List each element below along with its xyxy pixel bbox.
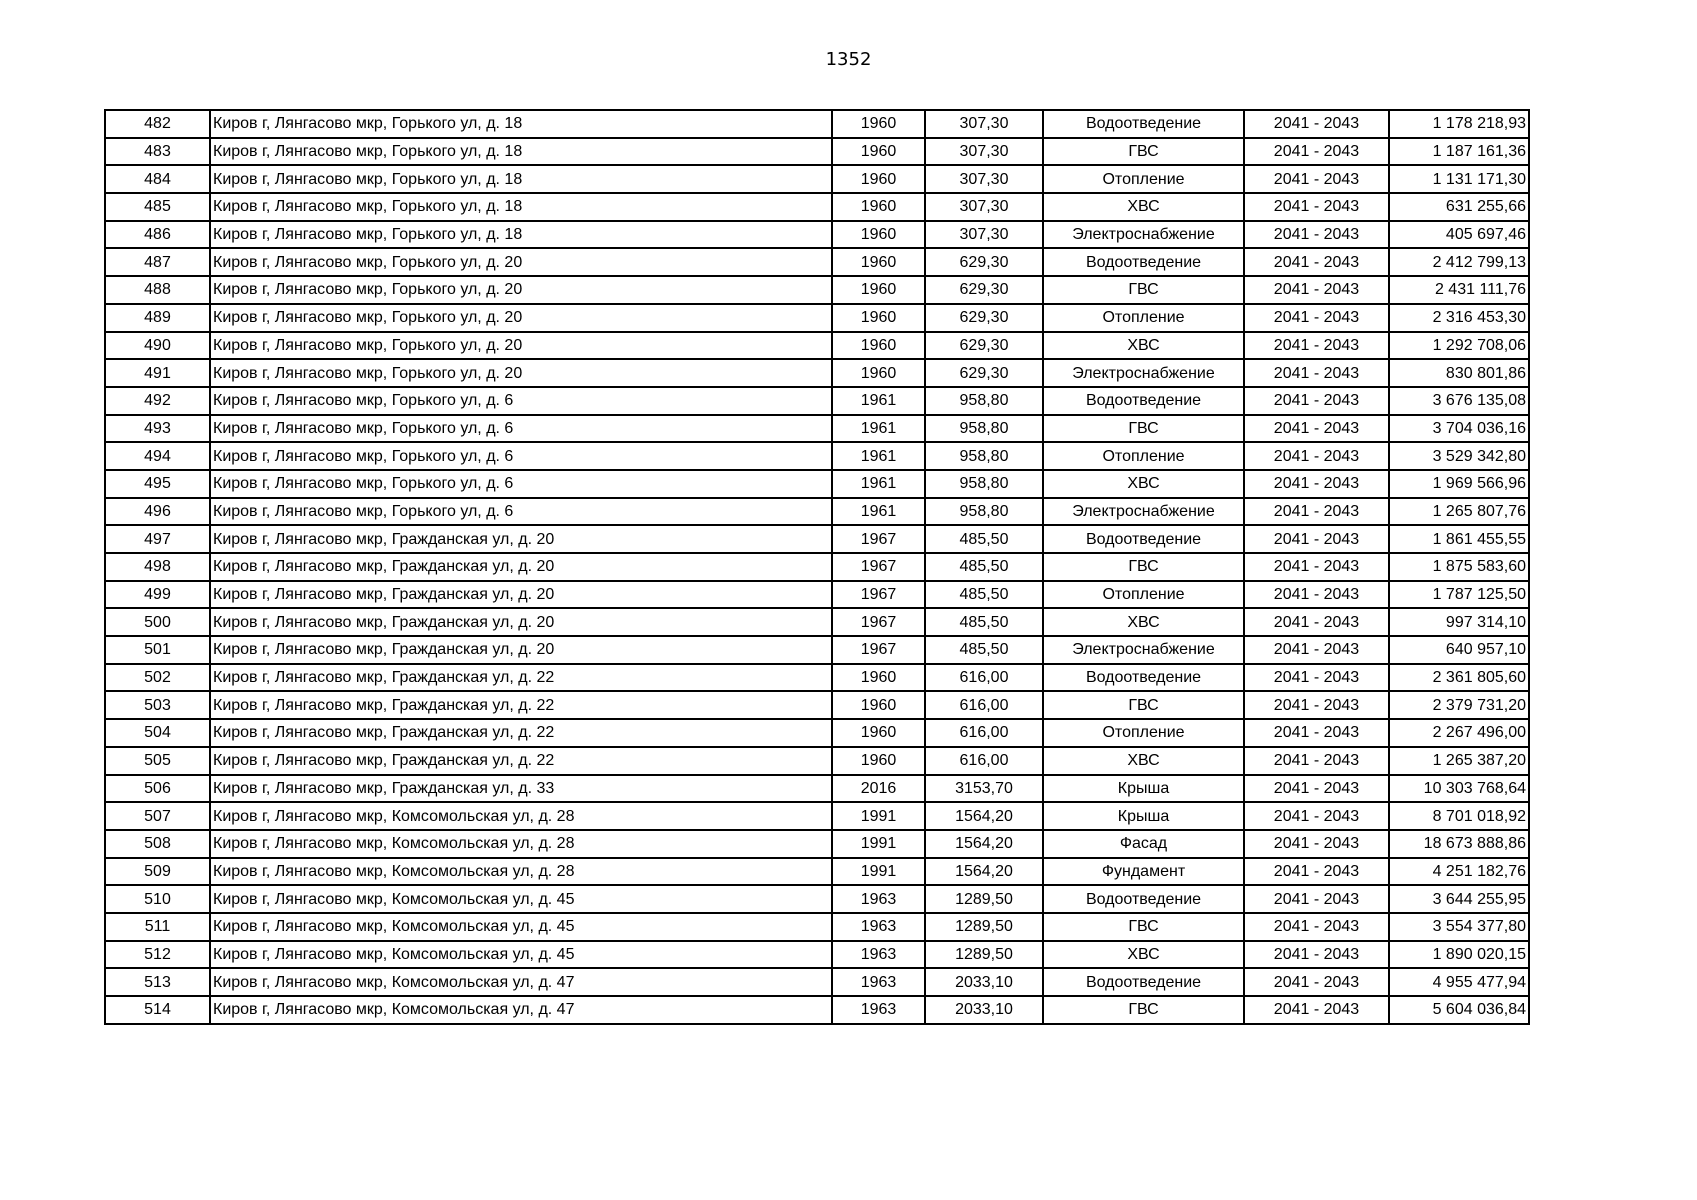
address-cell: Киров г, Лянгасово мкр, Горького ул, д. 6 bbox=[210, 387, 832, 415]
area-cell: 958,80 bbox=[925, 442, 1043, 470]
year-cell: 1963 bbox=[832, 885, 925, 913]
work-type-cell: Водоотведение bbox=[1043, 525, 1244, 553]
table-row bbox=[105, 221, 1529, 249]
area-cell: 307,30 bbox=[925, 193, 1043, 221]
work-type-cell: Электроснабжение bbox=[1043, 359, 1244, 387]
address-cell: Киров г, Лянгасово мкр, Комсомольская ул, д. 47 bbox=[210, 968, 832, 996]
cost-cell: 1 131 171,30 bbox=[1389, 165, 1529, 193]
address-cell: Киров г, Лянгасово мкр, Горького ул, д. 6 bbox=[210, 415, 832, 443]
year-cell: 1961 bbox=[832, 498, 925, 526]
cost-cell: 3 676 135,08 bbox=[1389, 387, 1529, 415]
work-type-cell: Отопление bbox=[1043, 581, 1244, 609]
area-cell: 1289,50 bbox=[925, 913, 1043, 941]
row-number-cell: 497 bbox=[105, 525, 210, 553]
area-cell: 307,30 bbox=[925, 165, 1043, 193]
period-cell: 2041 - 2043 bbox=[1244, 387, 1389, 415]
work-type-cell: Водоотведение bbox=[1043, 968, 1244, 996]
work-type-cell: Электроснабжение bbox=[1043, 498, 1244, 526]
address-cell: Киров г, Лянгасово мкр, Гражданская ул, д. 22 bbox=[210, 747, 832, 775]
row-number-cell: 495 bbox=[105, 470, 210, 498]
address-cell: Киров г, Лянгасово мкр, Комсомольская ул, д. 28 bbox=[210, 858, 832, 886]
address-cell: Киров г, Лянгасово мкр, Комсомольская ул, д. 45 bbox=[210, 885, 832, 913]
table-row bbox=[105, 608, 1529, 636]
area-cell: 2033,10 bbox=[925, 968, 1043, 996]
year-cell: 1967 bbox=[832, 525, 925, 553]
cost-cell: 8 701 018,92 bbox=[1389, 802, 1529, 830]
period-cell: 2041 - 2043 bbox=[1244, 470, 1389, 498]
table-row bbox=[105, 941, 1529, 969]
area-cell: 629,30 bbox=[925, 276, 1043, 304]
area-cell: 485,50 bbox=[925, 525, 1043, 553]
table-row bbox=[105, 498, 1529, 526]
year-cell: 1960 bbox=[832, 138, 925, 166]
period-cell: 2041 - 2043 bbox=[1244, 581, 1389, 609]
period-cell: 2041 - 2043 bbox=[1244, 691, 1389, 719]
address-cell: Киров г, Лянгасово мкр, Комсомольская ул, д. 28 bbox=[210, 802, 832, 830]
table-row bbox=[105, 165, 1529, 193]
cost-cell: 4 955 477,94 bbox=[1389, 968, 1529, 996]
table-row bbox=[105, 138, 1529, 166]
row-number-cell: 506 bbox=[105, 775, 210, 803]
address-cell: Киров г, Лянгасово мкр, Комсомольская ул, д. 45 bbox=[210, 913, 832, 941]
row-number-cell: 503 bbox=[105, 691, 210, 719]
work-type-cell: Электроснабжение bbox=[1043, 636, 1244, 664]
area-cell: 307,30 bbox=[925, 221, 1043, 249]
work-type-cell: Отопление bbox=[1043, 165, 1244, 193]
row-number-cell: 499 bbox=[105, 581, 210, 609]
period-cell: 2041 - 2043 bbox=[1244, 802, 1389, 830]
table-row bbox=[105, 359, 1529, 387]
year-cell: 1960 bbox=[832, 691, 925, 719]
table-row bbox=[105, 248, 1529, 276]
row-number-cell: 500 bbox=[105, 608, 210, 636]
table-row bbox=[105, 719, 1529, 747]
period-cell: 2041 - 2043 bbox=[1244, 608, 1389, 636]
area-cell: 307,30 bbox=[925, 110, 1043, 138]
address-cell: Киров г, Лянгасово мкр, Горького ул, д. 20 bbox=[210, 304, 832, 332]
area-cell: 629,30 bbox=[925, 304, 1043, 332]
row-number-cell: 508 bbox=[105, 830, 210, 858]
row-number-cell: 502 bbox=[105, 664, 210, 692]
row-number-cell: 490 bbox=[105, 332, 210, 360]
year-cell: 1961 bbox=[832, 442, 925, 470]
work-type-cell: ХВС bbox=[1043, 941, 1244, 969]
area-cell: 1564,20 bbox=[925, 802, 1043, 830]
cost-cell: 2 267 496,00 bbox=[1389, 719, 1529, 747]
work-type-cell: Крыша bbox=[1043, 775, 1244, 803]
period-cell: 2041 - 2043 bbox=[1244, 968, 1389, 996]
year-cell: 2016 bbox=[832, 775, 925, 803]
address-cell: Киров г, Лянгасово мкр, Горького ул, д. 20 bbox=[210, 276, 832, 304]
work-type-cell: ГВС bbox=[1043, 276, 1244, 304]
cost-cell: 1 265 387,20 bbox=[1389, 747, 1529, 775]
work-type-cell: ГВС bbox=[1043, 415, 1244, 443]
area-cell: 958,80 bbox=[925, 470, 1043, 498]
period-cell: 2041 - 2043 bbox=[1244, 304, 1389, 332]
period-cell: 2041 - 2043 bbox=[1244, 996, 1389, 1024]
page-number: 1352 bbox=[825, 49, 872, 70]
table-row bbox=[105, 858, 1529, 886]
table-row bbox=[105, 636, 1529, 664]
work-type-cell: Водоотведение bbox=[1043, 248, 1244, 276]
work-type-cell: ХВС bbox=[1043, 747, 1244, 775]
address-cell: Киров г, Лянгасово мкр, Горького ул, д. 18 bbox=[210, 193, 832, 221]
year-cell: 1960 bbox=[832, 359, 925, 387]
work-type-cell: ГВС bbox=[1043, 996, 1244, 1024]
area-cell: 485,50 bbox=[925, 636, 1043, 664]
row-number-cell: 491 bbox=[105, 359, 210, 387]
period-cell: 2041 - 2043 bbox=[1244, 775, 1389, 803]
row-number-cell: 509 bbox=[105, 858, 210, 886]
work-type-cell: ГВС bbox=[1043, 138, 1244, 166]
period-cell: 2041 - 2043 bbox=[1244, 858, 1389, 886]
row-number-cell: 510 bbox=[105, 885, 210, 913]
cost-cell: 2 316 453,30 bbox=[1389, 304, 1529, 332]
address-cell: Киров г, Лянгасово мкр, Комсомольская ул, д. 47 bbox=[210, 996, 832, 1024]
address-cell: Киров г, Лянгасово мкр, Гражданская ул, д. 22 bbox=[210, 691, 832, 719]
work-type-cell: ГВС bbox=[1043, 691, 1244, 719]
registry-table bbox=[104, 109, 1530, 1025]
area-cell: 629,30 bbox=[925, 359, 1043, 387]
address-cell: Киров г, Лянгасово мкр, Гражданская ул, д. 20 bbox=[210, 581, 832, 609]
work-type-cell: Отопление bbox=[1043, 304, 1244, 332]
address-cell: Киров г, Лянгасово мкр, Горького ул, д. 6 bbox=[210, 442, 832, 470]
period-cell: 2041 - 2043 bbox=[1244, 498, 1389, 526]
area-cell: 2033,10 bbox=[925, 996, 1043, 1024]
table-row bbox=[105, 830, 1529, 858]
area-cell: 1564,20 bbox=[925, 858, 1043, 886]
cost-cell: 3 704 036,16 bbox=[1389, 415, 1529, 443]
cost-cell: 10 303 768,64 bbox=[1389, 775, 1529, 803]
period-cell: 2041 - 2043 bbox=[1244, 664, 1389, 692]
year-cell: 1960 bbox=[832, 664, 925, 692]
cost-cell: 18 673 888,86 bbox=[1389, 830, 1529, 858]
period-cell: 2041 - 2043 bbox=[1244, 525, 1389, 553]
work-type-cell: ХВС bbox=[1043, 470, 1244, 498]
table-row bbox=[105, 525, 1529, 553]
cost-cell: 2 361 805,60 bbox=[1389, 664, 1529, 692]
table-row bbox=[105, 581, 1529, 609]
table-row bbox=[105, 442, 1529, 470]
table-row bbox=[105, 968, 1529, 996]
address-cell: Киров г, Лянгасово мкр, Горького ул, д. 6 bbox=[210, 470, 832, 498]
address-cell: Киров г, Лянгасово мкр, Гражданская ул, д. 20 bbox=[210, 553, 832, 581]
cost-cell: 1 178 218,93 bbox=[1389, 110, 1529, 138]
cost-cell: 4 251 182,76 bbox=[1389, 858, 1529, 886]
cost-cell: 1 890 020,15 bbox=[1389, 941, 1529, 969]
area-cell: 485,50 bbox=[925, 581, 1043, 609]
cost-cell: 1 265 807,76 bbox=[1389, 498, 1529, 526]
period-cell: 2041 - 2043 bbox=[1244, 747, 1389, 775]
table-row bbox=[105, 470, 1529, 498]
row-number-cell: 514 bbox=[105, 996, 210, 1024]
cost-cell: 2 379 731,20 bbox=[1389, 691, 1529, 719]
area-cell: 958,80 bbox=[925, 387, 1043, 415]
year-cell: 1960 bbox=[832, 304, 925, 332]
cost-cell: 631 255,66 bbox=[1389, 193, 1529, 221]
area-cell: 616,00 bbox=[925, 747, 1043, 775]
period-cell: 2041 - 2043 bbox=[1244, 138, 1389, 166]
table-row bbox=[105, 276, 1529, 304]
period-cell: 2041 - 2043 bbox=[1244, 276, 1389, 304]
table-row bbox=[105, 802, 1529, 830]
table-row bbox=[105, 747, 1529, 775]
row-number-cell: 507 bbox=[105, 802, 210, 830]
area-cell: 629,30 bbox=[925, 248, 1043, 276]
work-type-cell: Водоотведение bbox=[1043, 885, 1244, 913]
table-row bbox=[105, 996, 1529, 1024]
work-type-cell: Электроснабжение bbox=[1043, 221, 1244, 249]
year-cell: 1960 bbox=[832, 165, 925, 193]
year-cell: 1960 bbox=[832, 719, 925, 747]
year-cell: 1961 bbox=[832, 415, 925, 443]
address-cell: Киров г, Лянгасово мкр, Горького ул, д. 20 bbox=[210, 332, 832, 360]
year-cell: 1960 bbox=[832, 221, 925, 249]
work-type-cell: Водоотведение bbox=[1043, 110, 1244, 138]
area-cell: 958,80 bbox=[925, 498, 1043, 526]
cost-cell: 1 187 161,36 bbox=[1389, 138, 1529, 166]
address-cell: Киров г, Лянгасово мкр, Горького ул, д. 20 bbox=[210, 248, 832, 276]
area-cell: 485,50 bbox=[925, 553, 1043, 581]
year-cell: 1967 bbox=[832, 581, 925, 609]
cost-cell: 3 554 377,80 bbox=[1389, 913, 1529, 941]
address-cell: Киров г, Лянгасово мкр, Горького ул, д. 18 bbox=[210, 165, 832, 193]
row-number-cell: 485 bbox=[105, 193, 210, 221]
table-body bbox=[105, 110, 1529, 1024]
cost-cell: 1 969 566,96 bbox=[1389, 470, 1529, 498]
cost-cell: 1 875 583,60 bbox=[1389, 553, 1529, 581]
address-cell: Киров г, Лянгасово мкр, Гражданская ул, д. 33 bbox=[210, 775, 832, 803]
cost-cell: 830 801,86 bbox=[1389, 359, 1529, 387]
year-cell: 1960 bbox=[832, 110, 925, 138]
address-cell: Киров г, Лянгасово мкр, Гражданская ул, д. 20 bbox=[210, 525, 832, 553]
work-type-cell: Водоотведение bbox=[1043, 664, 1244, 692]
table-row bbox=[105, 415, 1529, 443]
cost-cell: 1 787 125,50 bbox=[1389, 581, 1529, 609]
period-cell: 2041 - 2043 bbox=[1244, 332, 1389, 360]
year-cell: 1963 bbox=[832, 996, 925, 1024]
table-row bbox=[105, 553, 1529, 581]
cost-cell: 640 957,10 bbox=[1389, 636, 1529, 664]
address-cell: Киров г, Лянгасово мкр, Горького ул, д. 18 bbox=[210, 221, 832, 249]
year-cell: 1960 bbox=[832, 332, 925, 360]
address-cell: Киров г, Лянгасово мкр, Комсомольская ул, д. 28 bbox=[210, 830, 832, 858]
cost-cell: 2 431 111,76 bbox=[1389, 276, 1529, 304]
work-type-cell: Отопление bbox=[1043, 719, 1244, 747]
row-number-cell: 484 bbox=[105, 165, 210, 193]
cost-cell: 997 314,10 bbox=[1389, 608, 1529, 636]
work-type-cell: ХВС bbox=[1043, 608, 1244, 636]
area-cell: 3153,70 bbox=[925, 775, 1043, 803]
year-cell: 1991 bbox=[832, 830, 925, 858]
address-cell: Киров г, Лянгасово мкр, Гражданская ул, д. 22 bbox=[210, 664, 832, 692]
work-type-cell: Фасад bbox=[1043, 830, 1244, 858]
work-type-cell: ХВС bbox=[1043, 332, 1244, 360]
table-row bbox=[105, 110, 1529, 138]
year-cell: 1960 bbox=[832, 276, 925, 304]
period-cell: 2041 - 2043 bbox=[1244, 553, 1389, 581]
period-cell: 2041 - 2043 bbox=[1244, 830, 1389, 858]
area-cell: 1564,20 bbox=[925, 830, 1043, 858]
work-type-cell: Фундамент bbox=[1043, 858, 1244, 886]
period-cell: 2041 - 2043 bbox=[1244, 415, 1389, 443]
year-cell: 1960 bbox=[832, 248, 925, 276]
row-number-cell: 511 bbox=[105, 913, 210, 941]
period-cell: 2041 - 2043 bbox=[1244, 221, 1389, 249]
row-number-cell: 483 bbox=[105, 138, 210, 166]
cost-cell: 1 292 708,06 bbox=[1389, 332, 1529, 360]
cost-cell: 405 697,46 bbox=[1389, 221, 1529, 249]
row-number-cell: 498 bbox=[105, 553, 210, 581]
table-row bbox=[105, 775, 1529, 803]
period-cell: 2041 - 2043 bbox=[1244, 885, 1389, 913]
work-type-cell: Отопление bbox=[1043, 442, 1244, 470]
table-row bbox=[105, 193, 1529, 221]
table-row bbox=[105, 387, 1529, 415]
cost-cell: 3 644 255,95 bbox=[1389, 885, 1529, 913]
period-cell: 2041 - 2043 bbox=[1244, 442, 1389, 470]
work-type-cell: ГВС bbox=[1043, 553, 1244, 581]
period-cell: 2041 - 2043 bbox=[1244, 941, 1389, 969]
work-type-cell: ГВС bbox=[1043, 913, 1244, 941]
year-cell: 1967 bbox=[832, 553, 925, 581]
address-cell: Киров г, Лянгасово мкр, Гражданская ул, д. 20 bbox=[210, 636, 832, 664]
table-row bbox=[105, 304, 1529, 332]
address-cell: Киров г, Лянгасово мкр, Горького ул, д. 20 bbox=[210, 359, 832, 387]
period-cell: 2041 - 2043 bbox=[1244, 719, 1389, 747]
row-number-cell: 513 bbox=[105, 968, 210, 996]
work-type-cell: ХВС bbox=[1043, 193, 1244, 221]
address-cell: Киров г, Лянгасово мкр, Комсомольская ул, д. 45 bbox=[210, 941, 832, 969]
area-cell: 1289,50 bbox=[925, 941, 1043, 969]
row-number-cell: 486 bbox=[105, 221, 210, 249]
table-row bbox=[105, 913, 1529, 941]
year-cell: 1961 bbox=[832, 387, 925, 415]
area-cell: 616,00 bbox=[925, 719, 1043, 747]
period-cell: 2041 - 2043 bbox=[1244, 165, 1389, 193]
year-cell: 1963 bbox=[832, 968, 925, 996]
cost-cell: 3 529 342,80 bbox=[1389, 442, 1529, 470]
row-number-cell: 494 bbox=[105, 442, 210, 470]
period-cell: 2041 - 2043 bbox=[1244, 248, 1389, 276]
area-cell: 1289,50 bbox=[925, 885, 1043, 913]
work-type-cell: Крыша bbox=[1043, 802, 1244, 830]
year-cell: 1963 bbox=[832, 941, 925, 969]
table-row bbox=[105, 885, 1529, 913]
table-row bbox=[105, 664, 1529, 692]
address-cell: Киров г, Лянгасово мкр, Горького ул, д. 6 bbox=[210, 498, 832, 526]
address-cell: Киров г, Лянгасово мкр, Гражданская ул, д. 20 bbox=[210, 608, 832, 636]
area-cell: 485,50 bbox=[925, 608, 1043, 636]
year-cell: 1963 bbox=[832, 913, 925, 941]
address-cell: Киров г, Лянгасово мкр, Горького ул, д. 18 bbox=[210, 110, 832, 138]
year-cell: 1967 bbox=[832, 636, 925, 664]
period-cell: 2041 - 2043 bbox=[1244, 913, 1389, 941]
work-type-cell: Водоотведение bbox=[1043, 387, 1244, 415]
year-cell: 1960 bbox=[832, 747, 925, 775]
row-number-cell: 493 bbox=[105, 415, 210, 443]
row-number-cell: 488 bbox=[105, 276, 210, 304]
table-row bbox=[105, 332, 1529, 360]
row-number-cell: 496 bbox=[105, 498, 210, 526]
period-cell: 2041 - 2043 bbox=[1244, 636, 1389, 664]
address-cell: Киров г, Лянгасово мкр, Гражданская ул, д. 22 bbox=[210, 719, 832, 747]
period-cell: 2041 - 2043 bbox=[1244, 359, 1389, 387]
year-cell: 1967 bbox=[832, 608, 925, 636]
row-number-cell: 512 bbox=[105, 941, 210, 969]
row-number-cell: 482 bbox=[105, 110, 210, 138]
period-cell: 2041 - 2043 bbox=[1244, 193, 1389, 221]
year-cell: 1991 bbox=[832, 802, 925, 830]
row-number-cell: 487 bbox=[105, 248, 210, 276]
area-cell: 616,00 bbox=[925, 691, 1043, 719]
row-number-cell: 489 bbox=[105, 304, 210, 332]
row-number-cell: 505 bbox=[105, 747, 210, 775]
cost-cell: 1 861 455,55 bbox=[1389, 525, 1529, 553]
row-number-cell: 501 bbox=[105, 636, 210, 664]
area-cell: 958,80 bbox=[925, 415, 1043, 443]
area-cell: 629,30 bbox=[925, 332, 1043, 360]
year-cell: 1960 bbox=[832, 193, 925, 221]
cost-cell: 5 604 036,84 bbox=[1389, 996, 1529, 1024]
year-cell: 1991 bbox=[832, 858, 925, 886]
area-cell: 616,00 bbox=[925, 664, 1043, 692]
cost-cell: 2 412 799,13 bbox=[1389, 248, 1529, 276]
period-cell: 2041 - 2043 bbox=[1244, 110, 1389, 138]
area-cell: 307,30 bbox=[925, 138, 1043, 166]
address-cell: Киров г, Лянгасово мкр, Горького ул, д. 18 bbox=[210, 138, 832, 166]
row-number-cell: 492 bbox=[105, 387, 210, 415]
table-row bbox=[105, 691, 1529, 719]
year-cell: 1961 bbox=[832, 470, 925, 498]
row-number-cell: 504 bbox=[105, 719, 210, 747]
